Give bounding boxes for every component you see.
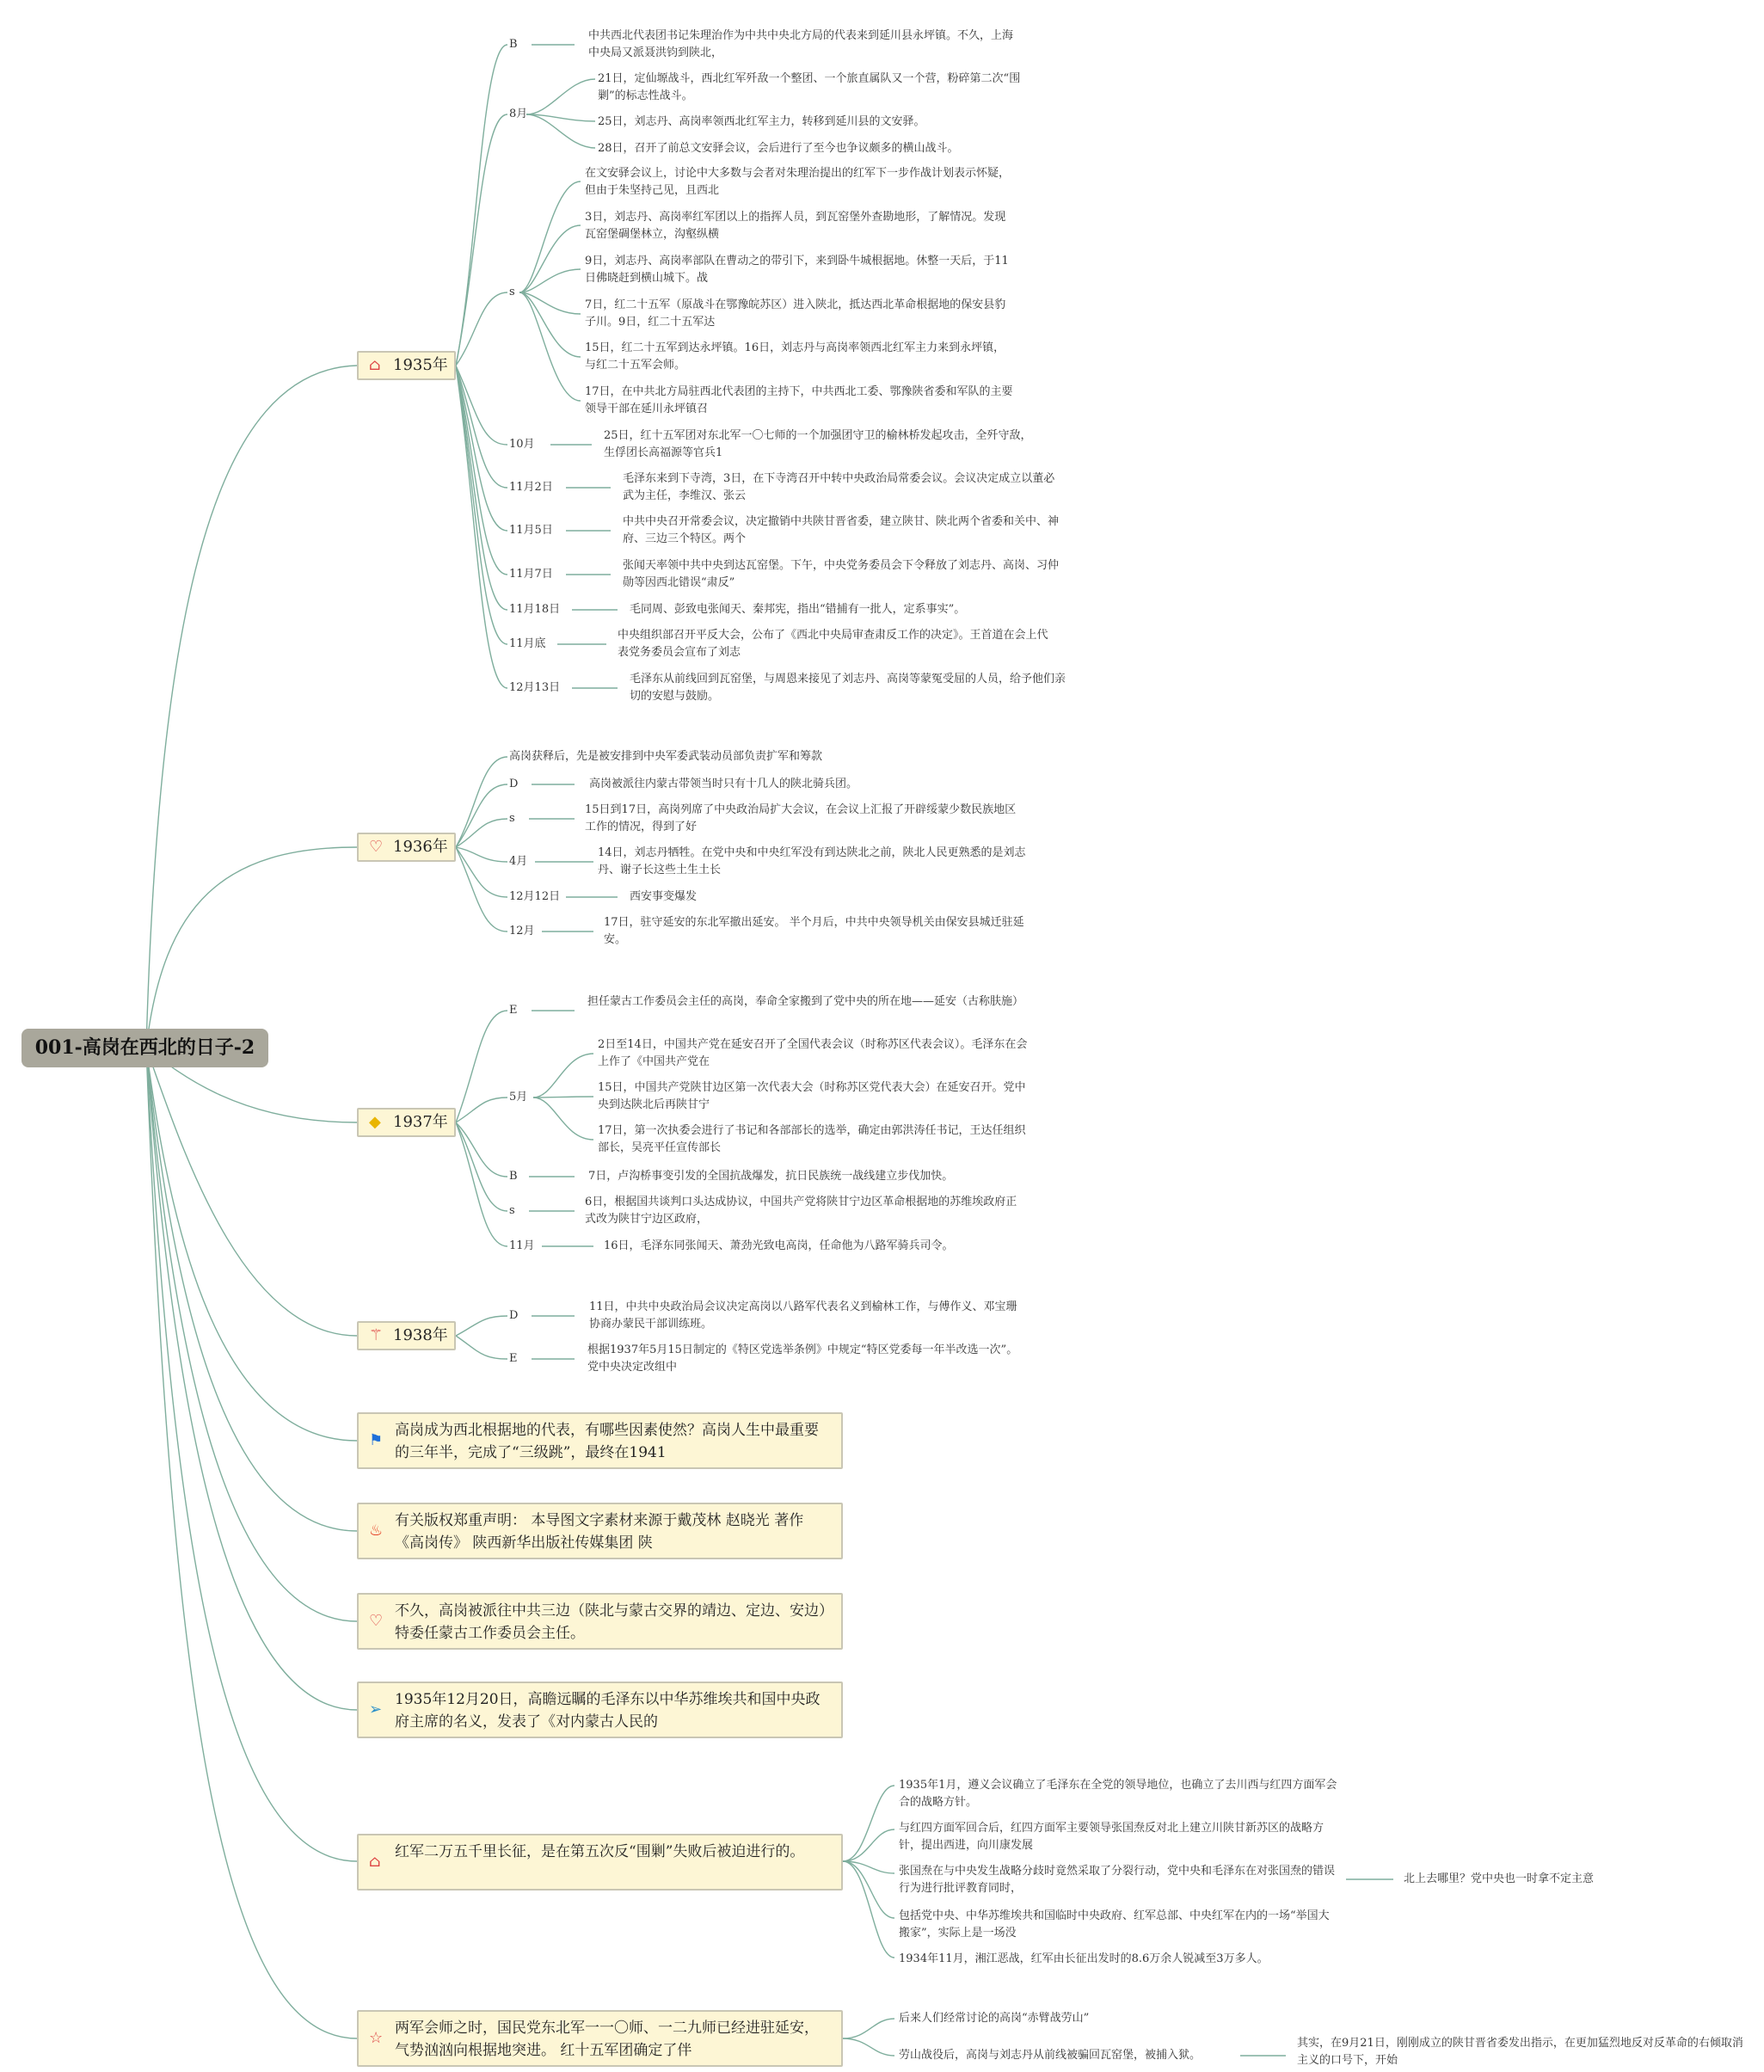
- fire-icon: ♨: [369, 1522, 384, 1540]
- node-text[interactable]: 6日，根据国共谈判口头达成协议，中国共产党将陕甘宁边区革命根据地的苏维埃政府正式改为陕甘宁边区政府，: [585, 1196, 1017, 1226]
- topic-1936[interactable]: [357, 833, 456, 862]
- send-icon: ➢: [369, 1700, 383, 1718]
- topic-note[interactable]: [357, 1682, 843, 1738]
- node-text[interactable]: 7日，卢沟桥事变引发的全国抗战爆发，抗日民族统一战线建立步伐加快。: [588, 1170, 954, 1183]
- node-label[interactable]: 4月: [509, 855, 528, 868]
- node-text[interactable]: 在文安驿会议上，讨论中大多数与会者对朱理治提出的红军下一步作战计划表示怀疑，但由于朱坚持己见，且西北: [585, 167, 1011, 197]
- node-label[interactable]: 11月5日: [509, 524, 553, 537]
- node-text[interactable]: 17日，在中共北方局驻西北代表团的主持下，中共西北工委、鄂豫陕省委和军队的主要领导干部在延川永坪镇召: [585, 385, 1013, 415]
- node-text[interactable]: 1935年1月，遵义会议确立了毛泽东在全党的领导地位，也确立了去川西与红四方面军会合的战略方针。: [899, 1779, 1337, 1809]
- node-text[interactable]: 28日，召开了前总文安驿会议，会后进行了至今也争议颇多的横山战斗。: [598, 142, 959, 155]
- star-icon: ☆: [369, 2029, 384, 2047]
- node-label[interactable]: s: [509, 812, 515, 825]
- node-text[interactable]: 中共中央召开常委会议，决定撤销中共陕甘晋省委，建立陕甘、陕北两个省委和关中、神府、三边三个特区。两个: [623, 515, 1060, 545]
- note-text: 红军二万五千里长征，是在第五次反“围剿”失败后被迫进行的。: [395, 1843, 805, 1860]
- node-text[interactable]: 7日，红二十五军（原战斗在鄂豫皖苏区）进入陕北，抵达西北革命根据地的保安县豹子川。9日，红二十五军达: [585, 298, 1006, 329]
- node-text[interactable]: 劳山战役后，高岗与刘志丹从前线被骗回瓦窑堡，被捕入狱。: [899, 2049, 1202, 2062]
- topic-1937[interactable]: [357, 1108, 456, 1137]
- node-text[interactable]: 担任蒙古工作委员会主任的高岗，奉命全家搬到了党中央的所在地——延安（古称肤施）: [587, 995, 1024, 1008]
- node-label[interactable]: 8月: [509, 108, 528, 120]
- node-label[interactable]: 11月2日: [509, 481, 553, 494]
- node-text[interactable]: 与红四方面军回合后，红四方面军主要领导张国焘反对北上建立川陕甘新苏区的战略方针，提出西进，向川康发展: [899, 1822, 1325, 1852]
- node-text[interactable]: 1934年11月，湘江恶战，红军由长征出发时的8.6万余人锐减至3万多人。: [899, 1952, 1269, 1965]
- node-label[interactable]: 11月底: [509, 637, 546, 650]
- note-text: 不久，高岗被派往中共三边（陕北与蒙古交界的靖边、定边、安边）特委任蒙古工作委员会主任。: [395, 1602, 827, 1642]
- node-text[interactable]: 包括党中央、中华苏维埃共和国临时中央政府、红军总部、中央红军在内的一场“举国大搬家”，实际上是一场没: [899, 1909, 1330, 1940]
- topic-1935[interactable]: [357, 351, 456, 380]
- node-label[interactable]: B: [509, 38, 518, 51]
- node-text[interactable]: 9日，刘志丹、高岗率部队在曹动之的带引下，来到卧牛城根据地。休整一天后，于11日佛晓赶到横山城下。战: [585, 255, 1009, 285]
- node-text[interactable]: 25日，刘志丹、高岗率领西北红军主力，转移到延川县的文安驿。: [598, 115, 925, 128]
- node-text[interactable]: 15日到17日，高岗列席了中央政治局扩大会议，在会议上汇报了开辟绥蒙少数民族地区工作的情况，得到了好: [585, 803, 1017, 833]
- node-text[interactable]: 毛泽东从前线回到瓦窑堡，与周恩来接见了刘志丹、高岗等蒙冤受屈的人员，给予他们亲切的安慰与鼓励。: [630, 673, 1066, 703]
- note-text: 高岗成为西北根据地的代表，有哪些因素使然？高岗人生中最重要的三年半，完成了“三级跳”，最终在1941: [395, 1422, 819, 1461]
- topic-label: 1938年: [393, 1326, 448, 1344]
- node-label[interactable]: 12月13日: [509, 681, 561, 694]
- topic-note[interactable]: [357, 1834, 843, 1891]
- node-label[interactable]: s: [509, 286, 515, 298]
- topic-1938[interactable]: [357, 1321, 456, 1350]
- topic-label: 1937年: [393, 1113, 448, 1131]
- node-text[interactable]: 北上去哪里？党中央也一时拿不定主意: [1404, 1872, 1595, 1885]
- node-text[interactable]: 毛同周、彭致电张闻天、秦邦宪，指出“错捕有一批人，定系事实”。: [630, 603, 966, 616]
- node-text[interactable]: 11日，中共中央政治局会议决定高岗以八路军代表名义到榆林工作，与傅作义、邓宝珊协商办蒙民干部训练班。: [589, 1300, 1017, 1331]
- node-label[interactable]: 11月7日: [509, 568, 553, 581]
- node-text[interactable]: 15日，红二十五军到达永坪镇。16日，刘志丹与高岗率领西北红军主力来到永坪镇，与红二十五军会师。: [585, 341, 1005, 372]
- node-text[interactable]: 中央组织部召开平反大会，公布了《西北中央局审查肃反工作的决定》。王首道在会上代表党务委员会宣布了刘志: [618, 629, 1048, 659]
- heart-icon: ♡: [369, 1612, 384, 1630]
- node-label[interactable]: 11月18日: [509, 603, 561, 616]
- topic-note[interactable]: [357, 2010, 843, 2067]
- topic-note[interactable]: [357, 1412, 843, 1469]
- node-text[interactable]: 17日，第一次执委会进行了书记和各部部长的选举，确定由郭洪涛任书记，王达任组织部长，吴亮平任宣传部长: [598, 1124, 1026, 1154]
- node-text[interactable]: 西安事变爆发: [630, 890, 698, 903]
- topic-label: 1936年: [393, 838, 448, 856]
- node-label[interactable]: 5月: [509, 1091, 528, 1104]
- root-topic[interactable]: 001-高岗在西北的日子-2: [22, 1029, 268, 1067]
- node-label[interactable]: 12月: [509, 925, 535, 938]
- node-text[interactable]: 高岗获释后，先是被安排到中央军委武装动员部负责扩军和筹款: [509, 750, 823, 763]
- node-text[interactable]: 21日，定仙塬战斗，西北红军歼敌一个整团、一个旅直属队又一个营，粉碎第二次“围剿”的标志性战斗。: [598, 72, 1021, 102]
- heart-icon: ♡: [369, 838, 384, 856]
- node-label[interactable]: D: [509, 778, 519, 790]
- home-icon: ⌂: [369, 1853, 381, 1871]
- topic-note[interactable]: [357, 1593, 843, 1650]
- topic-note[interactable]: [357, 1503, 843, 1559]
- wand-icon: ⚚: [369, 1326, 384, 1344]
- node-label[interactable]: 12月12日: [509, 890, 561, 903]
- node-text[interactable]: 3日，刘志丹、高岗率红军团以上的指挥人员，到瓦窑堡外查勘地形，了解情况。发现瓦窑堡碉堡林立，沟壑纵横: [585, 211, 1006, 241]
- note-text: 两军会师之时，国民党东北军一一〇师、一二九师已经进驻延安，气势汹汹向根据地突进。 红十五军团确定了伴: [395, 2020, 819, 2059]
- node-text[interactable]: 2日至14日，中国共产党在延安召开了全国代表会议（时称苏区代表会议）。毛泽东在会上作了《中国共产党在: [598, 1038, 1028, 1068]
- node-text[interactable]: 25日，红十五军团对东北军一〇七师的一个加强团守卫的榆林桥发起攻击，全歼守敌，生俘团长高福源等官兵1: [604, 429, 1032, 459]
- node-text[interactable]: 16日，毛泽东同张闻天、萧劲光致电高岗，任命他为八路军骑兵司令。: [604, 1239, 954, 1252]
- topic-label: 1935年: [393, 356, 448, 374]
- node-label[interactable]: E: [509, 1352, 518, 1365]
- node-text[interactable]: 后来人们经常讨论的高岗“赤臂战劳山”: [899, 2012, 1090, 2025]
- node-label[interactable]: D: [509, 1309, 519, 1322]
- node-label[interactable]: s: [509, 1204, 515, 1217]
- home-icon: ⌂: [369, 356, 381, 374]
- flag-icon: ⚑: [369, 1431, 384, 1449]
- node-label[interactable]: 10月: [509, 438, 535, 451]
- note-text: 1935年12月20日，高瞻远瞩的毛泽东以中华苏维埃共和国中央政府主席的名义，发表了《对内蒙古人民的: [395, 1691, 821, 1731]
- node-text[interactable]: 张闻天率领中共中央到达瓦窑堡。下午，中央党务委员会下令释放了刘志丹、高岗、习仲勋等因西北错误“肃反”: [623, 559, 1060, 589]
- node-text[interactable]: 中共西北代表团书记朱理治作为中共中央北方局的代表来到延川县永坪镇。不久，上海中央局又派聂洪钧到陕北，: [588, 29, 1014, 59]
- node-text[interactable]: 张国焘在与中央发生战略分歧时竟然采取了分裂行动，党中央和毛泽东在对张国焘的错误行为进行批评教育同时，: [899, 1865, 1336, 1895]
- node-label[interactable]: 11月: [509, 1239, 535, 1252]
- node-text[interactable]: 17日，驻守延安的东北军撤出延安。 半个月后，中共中央领导机关由保安县城迁驻延安。: [604, 916, 1024, 946]
- diamond-icon: ◆: [369, 1113, 381, 1131]
- node-text[interactable]: 其实，在9月21日，刚刚成立的陕甘晋省委发出指示，在更加猛烈地反对反革命的右倾取消主义的口号下，开始: [1297, 2037, 1743, 2067]
- node-text[interactable]: 毛泽东来到下寺湾，3日，在下寺湾召开中转中央政治局常委会议。会议决定成立以董必武为主任，李维汉、张云: [623, 472, 1055, 502]
- node-text[interactable]: 高岗被派往内蒙古带领当时只有十几人的陕北骑兵团。: [589, 778, 858, 790]
- node-label[interactable]: B: [509, 1170, 518, 1183]
- node-text[interactable]: 14日，刘志丹牺牲。在党中央和中央红军没有到达陕北之前，陕北人民更熟悉的是刘志丹、谢子长这些土生土长: [598, 846, 1026, 876]
- node-label[interactable]: E: [509, 1004, 518, 1017]
- node-text[interactable]: 15日，中国共产党陕甘边区第一次代表大会（时称苏区党代表大会）在延安召开。党中央到达陕北后再陕甘宁: [598, 1081, 1026, 1111]
- note-text: 有关版权郑重声明： 本导图文字素材来源于戴茂林 赵晓光 著作《高岗传》 陕西新华出版社传媒集团 陕: [395, 1512, 804, 1552]
- node-text[interactable]: 根据1937年5月15日制定的《特区党选举条例》中规定“特区党委每一年半改选一次”。党中央决定改组中: [587, 1343, 1018, 1374]
